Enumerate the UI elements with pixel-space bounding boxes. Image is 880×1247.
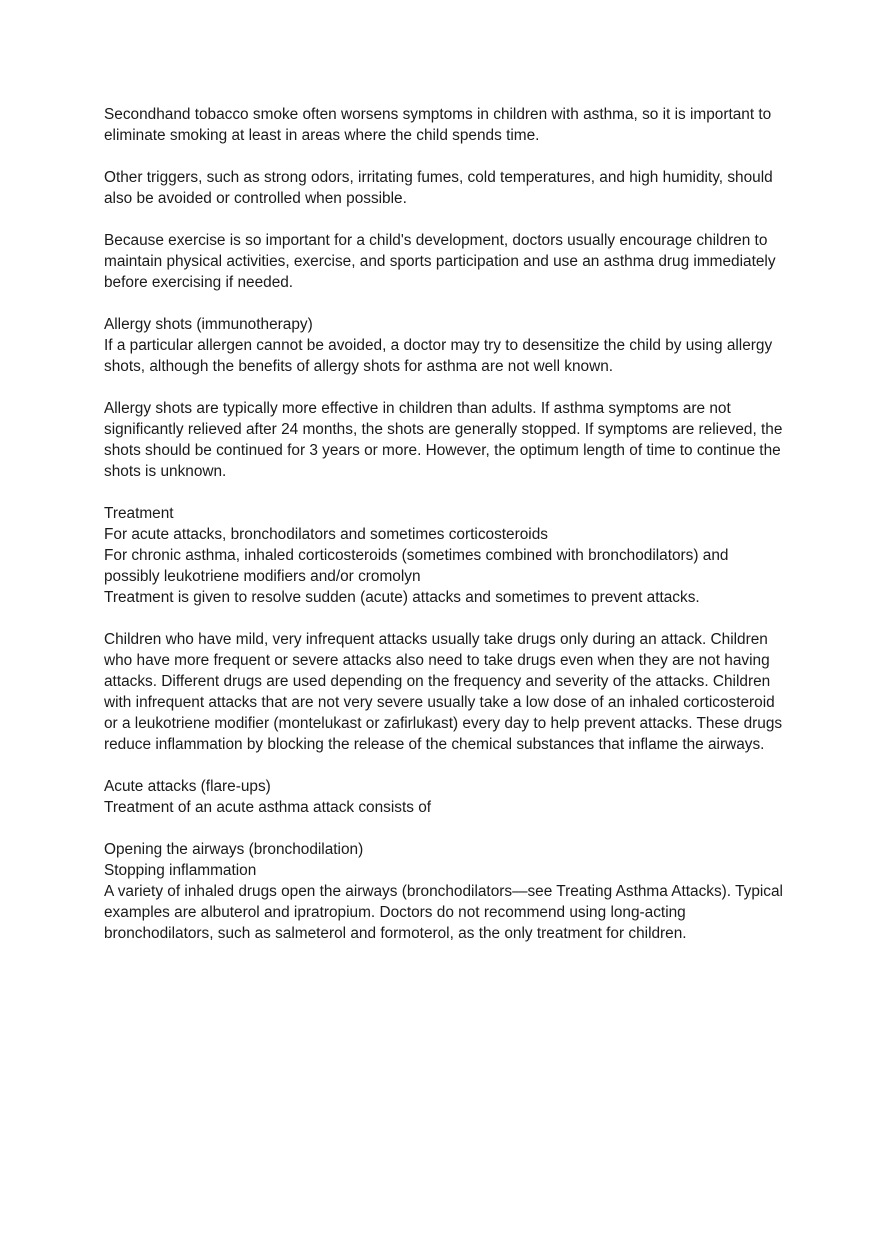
list-item-stopping-inflammation: Stopping inflammation — [104, 862, 257, 879]
paragraph-allergy-shots-effectiveness: Allergy shots are typically more effective in children than adults. If asthma symptoms are not significantly relieved after 24 months, the shots are generally stopped. If symptoms are relieved, the shots should be continued for 3 years or more. However, the optimum length of time to continue the shots is unknown. — [104, 400, 783, 480]
paragraph-exercise: Because exercise is so important for a child's development, doctors usually encourage children to maintain physical activities, exercise, and sports participation and use an asthma drug immediately before exercising if needed. — [104, 232, 776, 291]
list-item-bronchodilation: Opening the airways (bronchodilation) — [104, 841, 364, 858]
paragraph-secondhand-smoke: Secondhand tobacco smoke often worsens symptoms in children with asthma, so it is important to eliminate smoking at least in areas where the child spends time. — [104, 106, 772, 144]
treatment-item-chronic: For chronic asthma, inhaled corticosteroids (sometimes combined with bronchodilators) and possibly leukotriene modifiers and/or cromolyn — [104, 547, 729, 585]
treatment-item-purpose: Treatment is given to resolve sudden (acute) attacks and sometimes to prevent attacks. — [104, 589, 700, 606]
paragraph-acute-treatment-intro: Treatment of an acute asthma attack consists of — [104, 799, 432, 816]
paragraph-attack-frequency: Children who have mild, very infrequent attacks usually take drugs only during an attack. Children who have more frequent or severe attacks also need to take drugs even when they are not having attacks. Different drugs are used depending on the frequency and severity of the attacks. Children with infrequent attacks that are not very severe usually take a low dose of an inhaled corticosteroid or a leukotriene modifier (montelukast or zafirlukast) every day to help prevent attacks. These drugs reduce inflammation by blocking the release of the chemical substances that inflame the airways. — [104, 631, 783, 753]
treatment-item-acute: For acute attacks, bronchodilators and sometimes corticosteroids — [104, 526, 548, 543]
paragraph-other-triggers: Other triggers, such as strong odors, irritating fumes, cold temperatures, and high humidity, should also be avoided or controlled when possible. — [104, 169, 773, 207]
paragraph-allergen-desensitize: If a particular allergen cannot be avoided, a doctor may try to desensitize the child by using allergy shots, although the benefits of allergy shots for asthma are not well known. — [104, 337, 773, 375]
document-body — [104, 104, 786, 944]
heading-allergy-shots: Allergy shots (immunotherapy) — [104, 316, 313, 333]
paragraph-inhaled-drugs: A variety of inhaled drugs open the airways (bronchodilators—see Treating Asthma Attacks). Typical examples are albuterol and ipratropium. Doctors do not recommend using long-acting bronchodilators, such as salmeterol and formoterol, as the only treatment for children. — [104, 883, 783, 942]
heading-acute-attacks: Acute attacks (flare-ups) — [104, 778, 271, 795]
heading-treatment: Treatment — [104, 505, 174, 522]
